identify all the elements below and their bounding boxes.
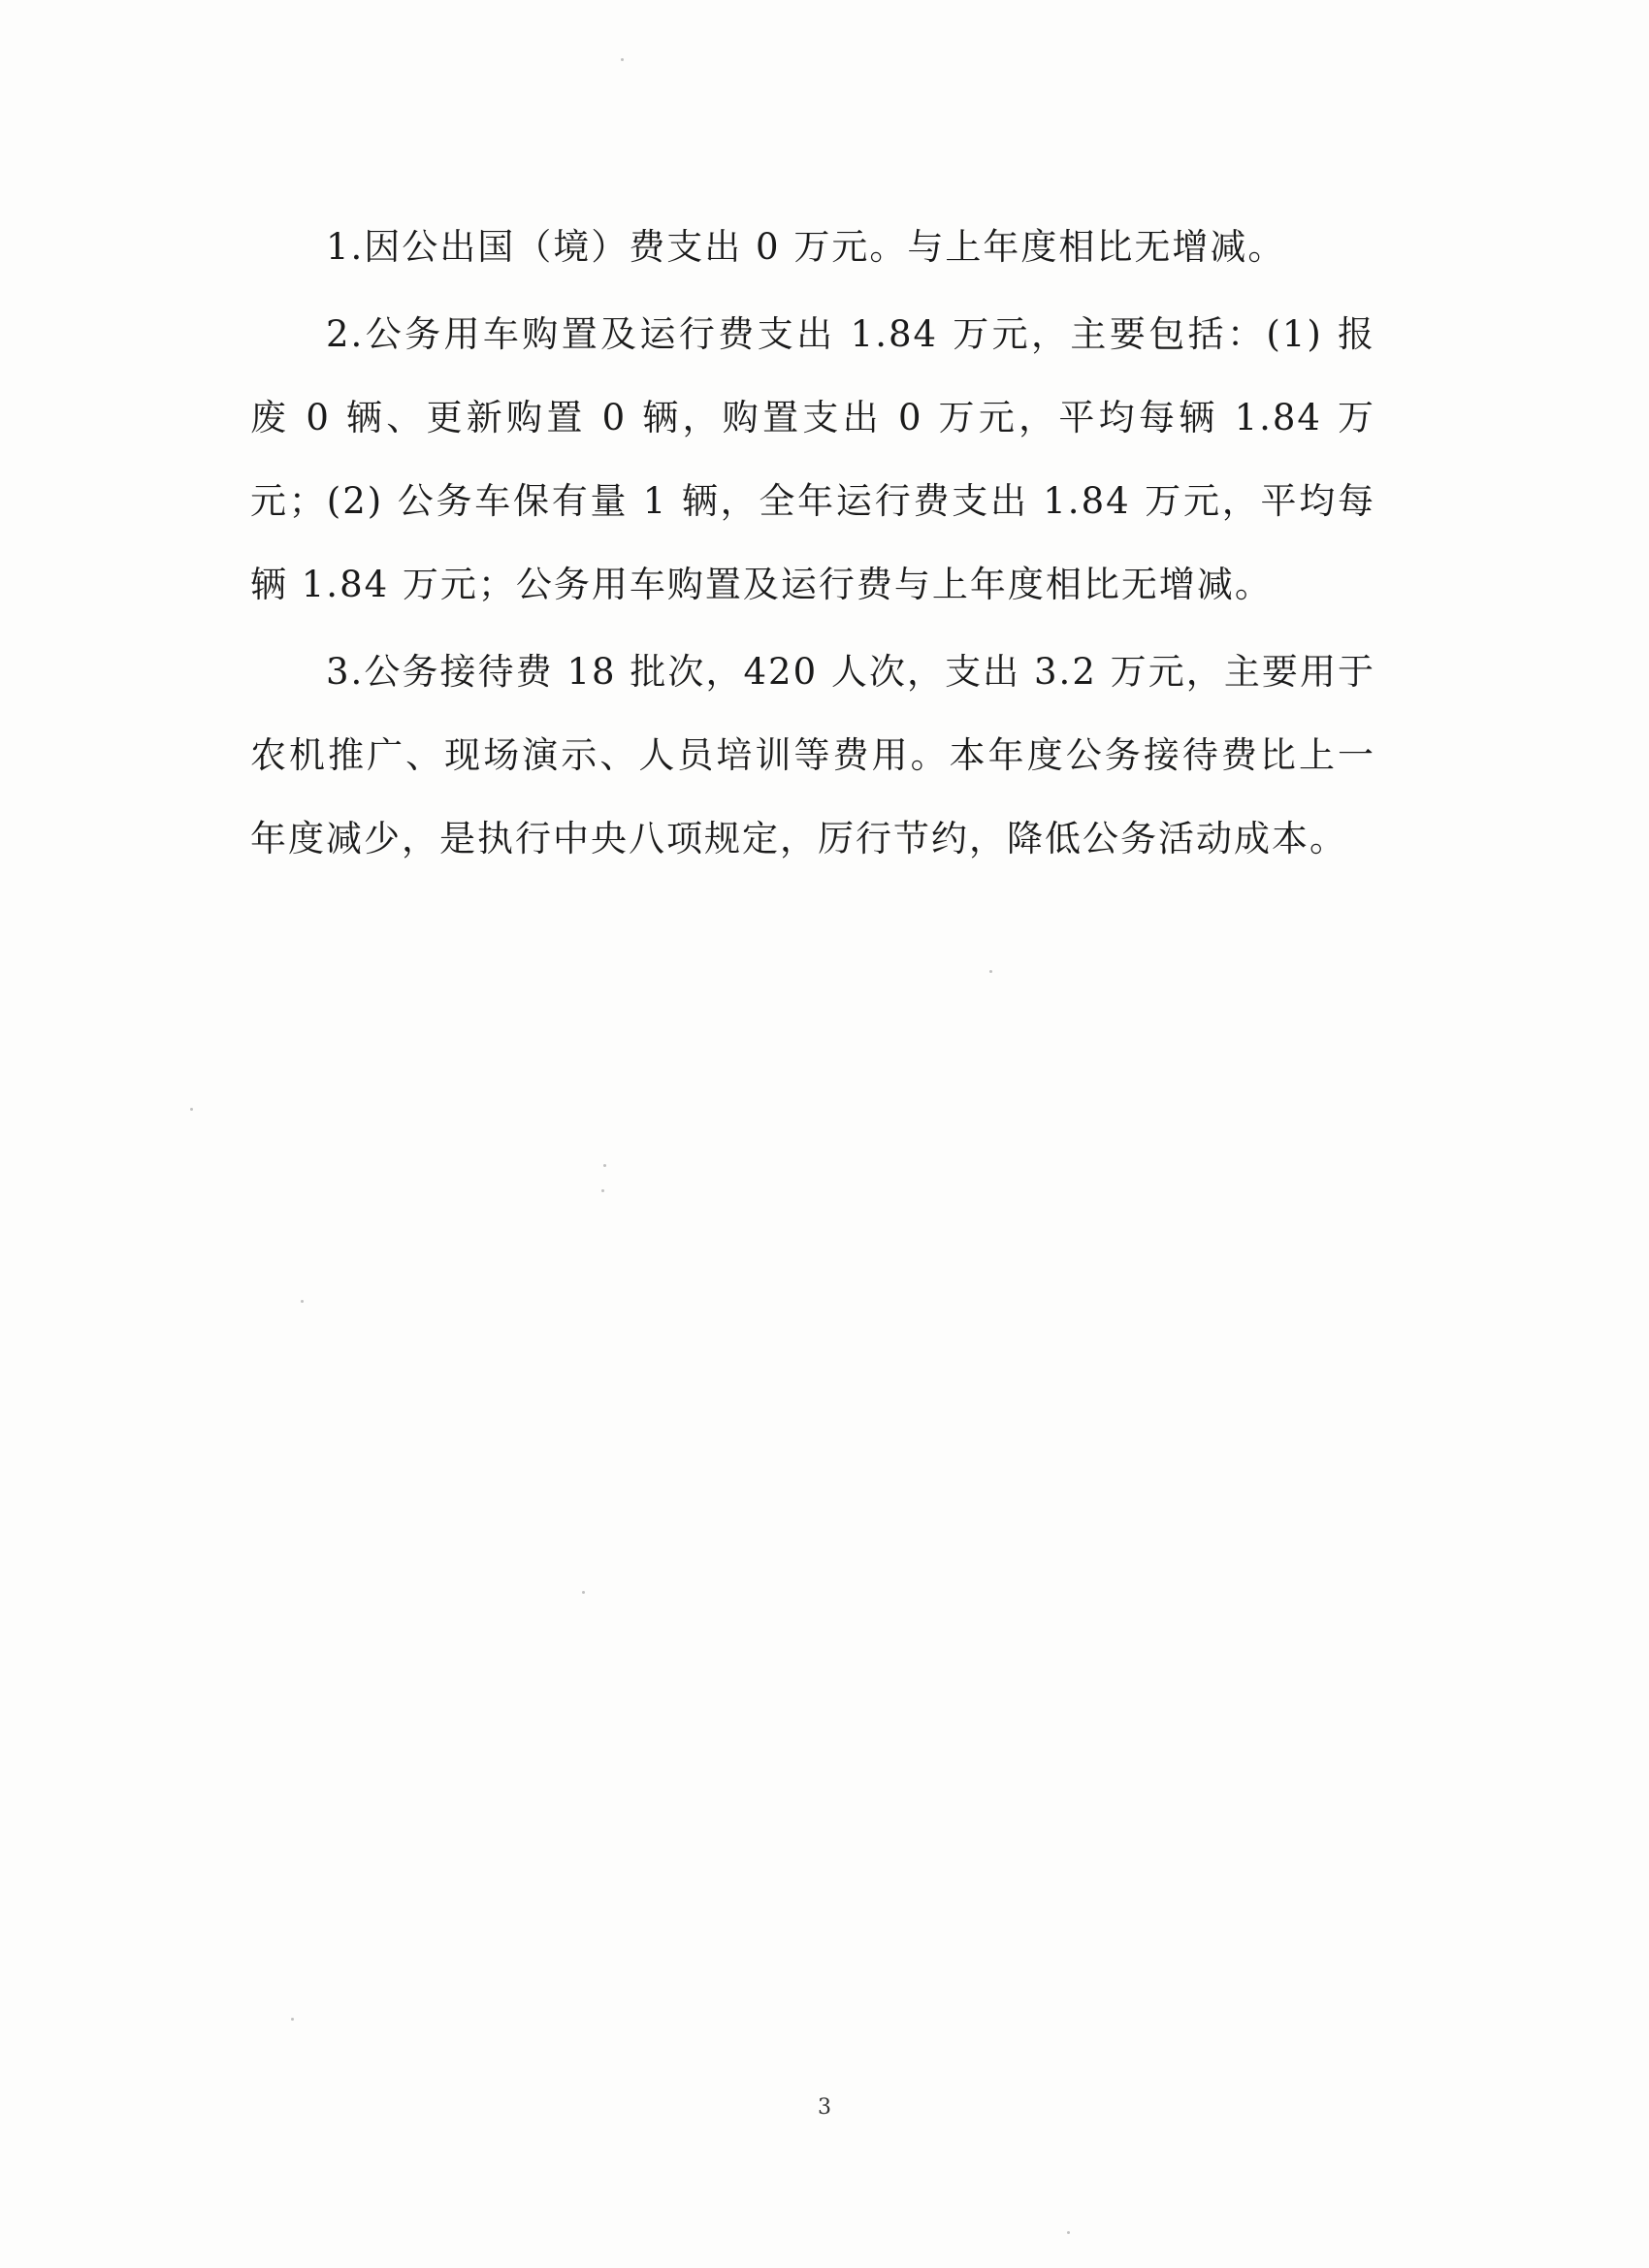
paragraph-official-travel-abroad: 1.因公出国（境）费支出 0 万元。与上年度相比无增减。 [326,226,1286,268]
scan-speck [989,970,992,973]
scan-speck [603,1164,606,1167]
scan-speck [291,2018,294,2021]
scan-speck [301,1300,304,1303]
page-number: 3 [818,2095,831,2120]
document-body [250,206,1375,885]
scan-speck [582,1591,585,1594]
scan-speck [601,1189,604,1192]
paragraph-official-reception-expenses: 3.公务接待费 18 批次，420 人次，支出 3.2 万元，主要用于农机推广、现场演示、人员培训等费用。本年度公务接待费比上一年度减少，是执行中央八项规定，厉行节约，降低公务活动成本。 [250,651,1375,859]
scan-speck [1067,2231,1070,2234]
scan-speck [190,1108,193,1111]
scan-speck [621,58,624,61]
paragraph-official-vehicle-expenses: 2.公务用车购置及运行费支出 1.84 万元，主要包括：(1) 报废 0 辆、更新购置 0 辆，购置支出 0 万元，平均每辆 1.84 万元；(2) 公务车保有量 1 辆，全年运行费支出 1.84 万元，平均每辆 1.84 万元；公务用车购置及运行费与上年度相比无增减。 [250,313,1375,605]
